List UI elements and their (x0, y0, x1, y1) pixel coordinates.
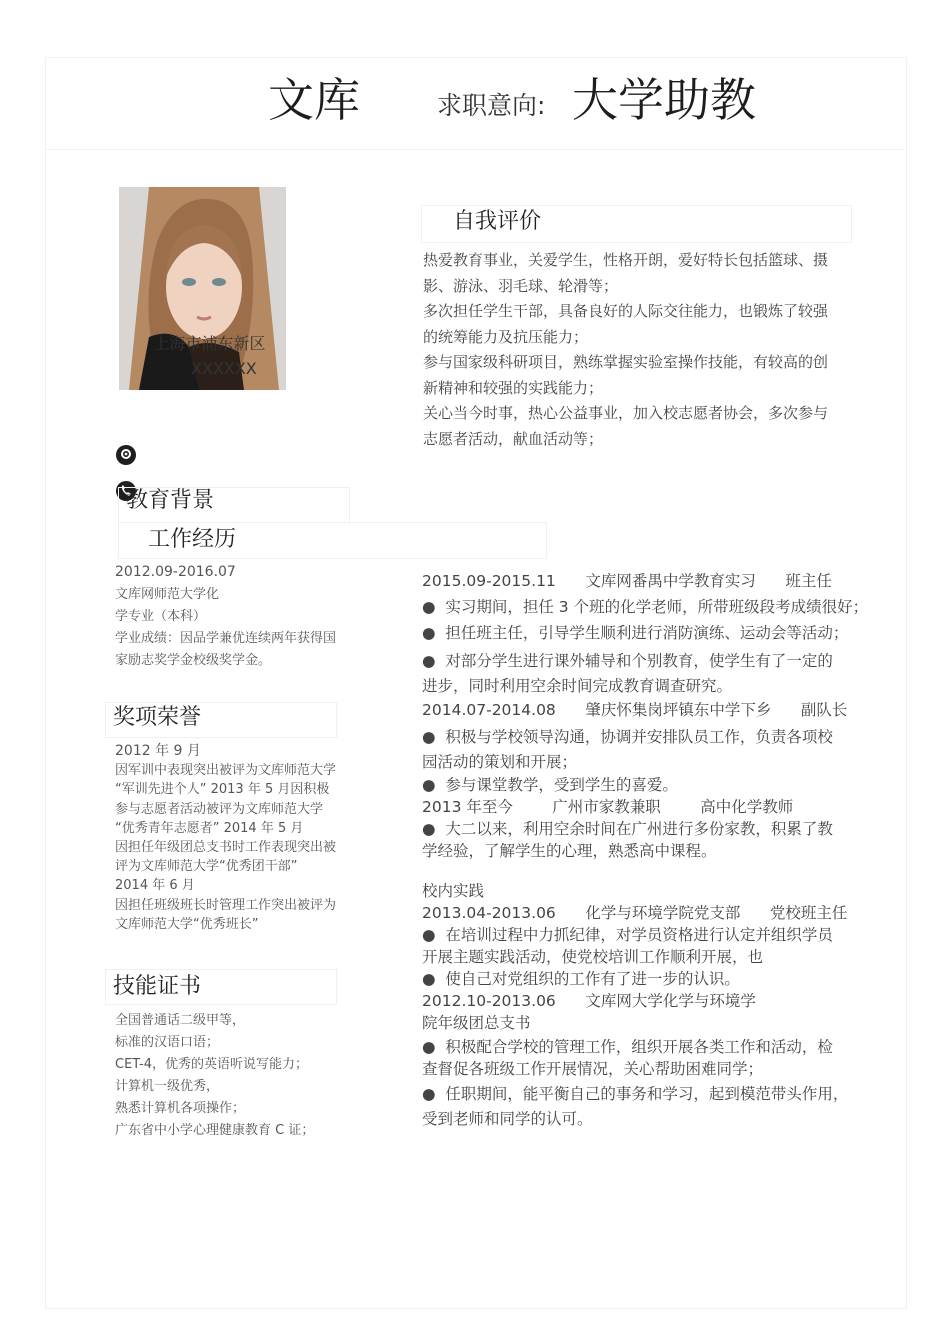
work-bullet: ● 担任班主任，引导学生顺利进行消防演练、运动会等活动； (422, 624, 849, 642)
work-bullet: ● 参与课堂教学，受到学生的喜爱。 (422, 776, 678, 794)
campus-practice-label: 校内实践 (422, 882, 485, 900)
skill-line: CET-4，优秀的英语听说写能力； (115, 1057, 309, 1072)
skill-line: 计算机一级优秀， (115, 1079, 220, 1094)
award-line: 因担任班级班长时管理工作突出被评为 (115, 897, 337, 913)
work-line: 进步，同时利用空余时间完成教育调查研究。 (422, 677, 733, 695)
location-pin-icon (116, 445, 136, 465)
skill-line: 广东省中小学心理健康教育 C 证； (115, 1123, 315, 1138)
work-line: 学经验，了解学生的心理，熟悉高中课程。 (422, 842, 717, 860)
self-eval-line: 的统筹能力及抗压能力； (423, 327, 589, 346)
self-eval-line: 影、游泳、羽毛球、轮滑等； (423, 276, 619, 295)
education-period: 2012.09-2016.07 (115, 564, 236, 580)
work-line: 院年级团总支书 (422, 1014, 531, 1032)
work-bullet: ● 大二以来，利用空余时间在广州进行多份家教，积累了教 (422, 820, 833, 838)
self-evaluation-title: 自我评价 (453, 209, 542, 234)
award-line: “优秀青年志愿者” 2014 年 5 月 (115, 820, 304, 836)
work-bullet: ● 任职期间，能平衡自己的事务和学习，起到模范带头作用， (422, 1085, 849, 1103)
work-title: 工作经历 (148, 527, 237, 552)
award-line: 2012 年 9 月 (115, 743, 201, 759)
work-entry-heading: 2013 年至今 广州市家教兼职 高中化学教师 (422, 798, 794, 816)
awards-details (115, 742, 405, 934)
skill-line: 标准的汉语口语； (115, 1035, 220, 1050)
work-entry-heading: 2013.04-2013.06 化学与环境学院党支部 党校班主任 (422, 904, 848, 922)
education-line: 学业成绩：因品学兼优连续两年获得国 (115, 631, 337, 646)
award-line: 文库师范大学“优秀班长” (115, 916, 259, 932)
work-details (422, 570, 882, 1130)
award-line: 2014 年 6 月 (115, 878, 195, 894)
job-intent-label: 求职意向: (437, 91, 546, 120)
profile-photo (119, 187, 286, 390)
work-entry-heading: 2012.10-2013.06 文库网大学化学与环境学 (422, 992, 756, 1010)
work-bullet: ● 在培训过程中力抓纪律，对学员资格进行认定并组织学员 (422, 926, 833, 944)
self-eval-line: 新精神和较强的实践能力； (423, 378, 604, 397)
self-eval-line: 热爱教育事业，关爱学生，性格开朗，爱好特长包括篮球、摄 (423, 251, 829, 269)
award-line: 因担任年级团总支书时工作表现突出被 (115, 840, 337, 856)
education-details (115, 561, 405, 672)
skills-details (115, 1010, 405, 1142)
awards-title: 奖项荣誉 (113, 705, 202, 730)
skills-title: 技能证书 (113, 974, 202, 999)
photo-phone-overlay: XXXXXX (191, 359, 257, 378)
education-line: 学专业（本科） (115, 609, 207, 624)
work-bullet: ● 实习期间，担任 3 个班的化学老师，所带班级段考成绩很好； (422, 598, 869, 616)
work-line: 开展主题实践活动，使党校培训工作顺利开展，也 (422, 948, 764, 966)
education-title: 教育背景 (126, 488, 215, 513)
work-bullet: ● 对部分学生进行课外辅导和个别教育，使学生有了一定的 (422, 652, 833, 670)
self-eval-line: 关心当今时事，热心公益事业，加入校志愿者协会，多次参与 (423, 404, 829, 422)
work-entry-heading: 2015.09-2015.11 文库网番禺中学教育实习 班主任 (422, 572, 832, 590)
self-eval-line: 多次担任学生干部，具备良好的人际交往能力，也锻炼了较强 (423, 302, 829, 320)
applicant-name: 文库 (268, 73, 360, 127)
award-line: 参与志愿者活动被评为文库师范大学 (115, 801, 324, 817)
skill-line: 熟悉计算机各项操作； (115, 1101, 246, 1116)
work-line: 受到老师和同学的认可。 (422, 1110, 593, 1128)
work-bullet: ● 积极与学校领导沟通，协调并安排队员工作，负责各项校 (422, 728, 833, 746)
education-line: 家励志奖学金校级奖学金。 (115, 653, 272, 668)
photo-address-overlay: 上海市浦东新区 (153, 334, 266, 353)
work-line: 园活动的策划和开展； (422, 753, 578, 771)
award-line: 因军训中表现突出被评为文库师范大学 (115, 763, 337, 779)
work-line: 查督促各班级工作开展情况，关心帮助困难同学； (422, 1060, 764, 1078)
self-evaluation-text (423, 248, 863, 452)
self-eval-line: 参与国家级科研项目，熟练掌握实验室操作技能，有较高的创 (423, 353, 829, 371)
award-line: 评为文库师范大学“优秀团干部” (115, 859, 298, 875)
award-line: “军训先进个人” 2013 年 5 月因积极 (115, 782, 330, 798)
work-bullet: ● 使自己对党组织的工作有了进一步的认识。 (422, 970, 740, 988)
work-bullet: ● 积极配合学校的管理工作，组织开展各类工作和活动，检 (422, 1038, 833, 1056)
education-line: 文库网师范大学化 (115, 587, 220, 602)
header-divider (45, 149, 905, 150)
self-eval-line: 志愿者活动，献血活动等； (423, 429, 604, 448)
skill-line: 全国普通话二级甲等， (115, 1013, 246, 1028)
work-entry-heading: 2014.07-2014.08 肇庆怀集岗坪镇东中学下乡 副队长 (422, 701, 848, 719)
job-intent-value: 大学助教 (572, 73, 756, 127)
